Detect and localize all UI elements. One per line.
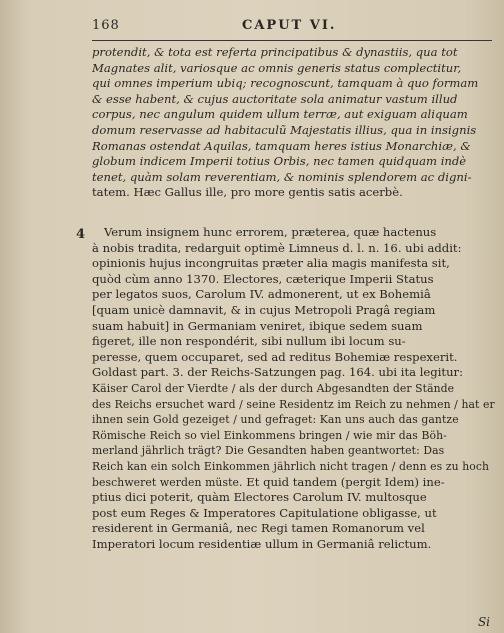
header-rule — [92, 40, 492, 41]
italic-quote-block — [92, 45, 502, 201]
text-line: suam habuit] in Germaniam veniret, ibique sedem suam — [92, 318, 423, 333]
text-line: Imperatori locum residentiæ ullum in Germaniâ relictum. — [92, 536, 432, 551]
text-line: Römische Reich so viel Einkommens bringen / wie mir das Böh- — [92, 428, 447, 442]
text-line: à nobis tradita, redarguit optimè Limneus d. l. n. 16. ubi addit: — [92, 240, 462, 255]
german-quote-block — [92, 381, 502, 490]
text-line: figeret, ille non respondérit, sibi nullum ibi locum su- — [92, 334, 406, 349]
catchword: Si — [477, 615, 490, 629]
text-line: Goldast part. 3. der Reichs-Satzungen pag. 164. ubi ita legitur: — [92, 365, 463, 380]
text-line: Käiser Carol der Vierdte / als der durch Abgesandten der Stände — [92, 382, 455, 395]
latin-paragraph — [92, 225, 502, 381]
text-line — [92, 475, 502, 491]
text-line: ihnen sein Gold gezeiget / und gefraget: Kan uns auch das gantze — [92, 413, 459, 427]
text-line: peresse, quem occuparet, sed ad reditus Bohemiæ respexerit. — [92, 349, 458, 364]
text-line: tenet, quàm solam reverentiam, & nominis splendorem ac digni- — [92, 169, 472, 184]
text-line: Romanas ostendat Aquilas, tamquam heres istius Monarchiæ, & — [92, 138, 471, 153]
text-line: ptius dici poterit, quàm Electores Carolum IV. multosque — [92, 490, 427, 504]
text-line: des Reichs ersuchet ward / seine Residentz im Reich zu nehmen / hat er — [92, 397, 495, 411]
text-line: globum indicem Imperii totius Orbis, nec tamen quidquam indè — [92, 154, 467, 169]
text-line: [quam unicè damnavit, & in cujus Metropoli Pragâ regiam — [92, 302, 436, 317]
latin-paragraph-end — [92, 490, 502, 552]
latin-resume: Et quid tandem (pergit Idem) ine- — [246, 474, 445, 489]
text-line: per legatos suos, Carolum IV. admonerent, ut ex Bohemiâ — [92, 287, 431, 302]
page-number: 168 — [92, 18, 120, 33]
text-line: tatem. Hæc Gallus ille, pro more gentis satis acerbè. — [92, 185, 403, 200]
german-line-end: beschweret werden müste. — [92, 475, 243, 489]
text-line: Verum insignem hunc errorem, præterea, quæ hactenus — [104, 225, 437, 239]
chapter-title: CAPUT VI. — [242, 18, 337, 33]
text-line: quòd cùm anno 1370. Electores, cæterique Imperii Status — [92, 271, 434, 286]
text-line: Reich kan ein solch Einkommen jährlich nicht tragen / denn es zu hoch — [92, 459, 490, 473]
text-line: residerent in Germaniâ, nec Regi tamen Romanorum vel — [92, 521, 425, 536]
text-line: domum reservasse ad habitaculũ Majestatis illius, qua in insignis — [92, 122, 477, 137]
text-line: post eum Reges & Imperatores Capitulatione obligasse, ut — [92, 505, 437, 520]
text-line: Magnates alit, variosque ac omnis generis status complectitur, — [92, 60, 462, 75]
text-line: qui omnes imperium ubiq; recognoscunt, tamquam à quo formam — [92, 76, 479, 91]
text-line: & esse habent, & cujus auctoritate sola animatur vastum illud — [92, 91, 458, 106]
text-line: corpus, nec angulum quidem ullum terræ, aut exiguam aliquam — [92, 107, 468, 122]
paragraph-number: 4 — [76, 227, 86, 242]
text-line: merland jährlich trägt? Die Gesandten haben geantwortet: Das — [92, 444, 445, 458]
text-line: protendit, & tota est referta principatibus & dynastiis, qua tot — [92, 45, 458, 59]
text-line: opinionis hujus incongruitas præter alia magis manifesta sit, — [92, 256, 450, 271]
running-header — [92, 18, 492, 40]
